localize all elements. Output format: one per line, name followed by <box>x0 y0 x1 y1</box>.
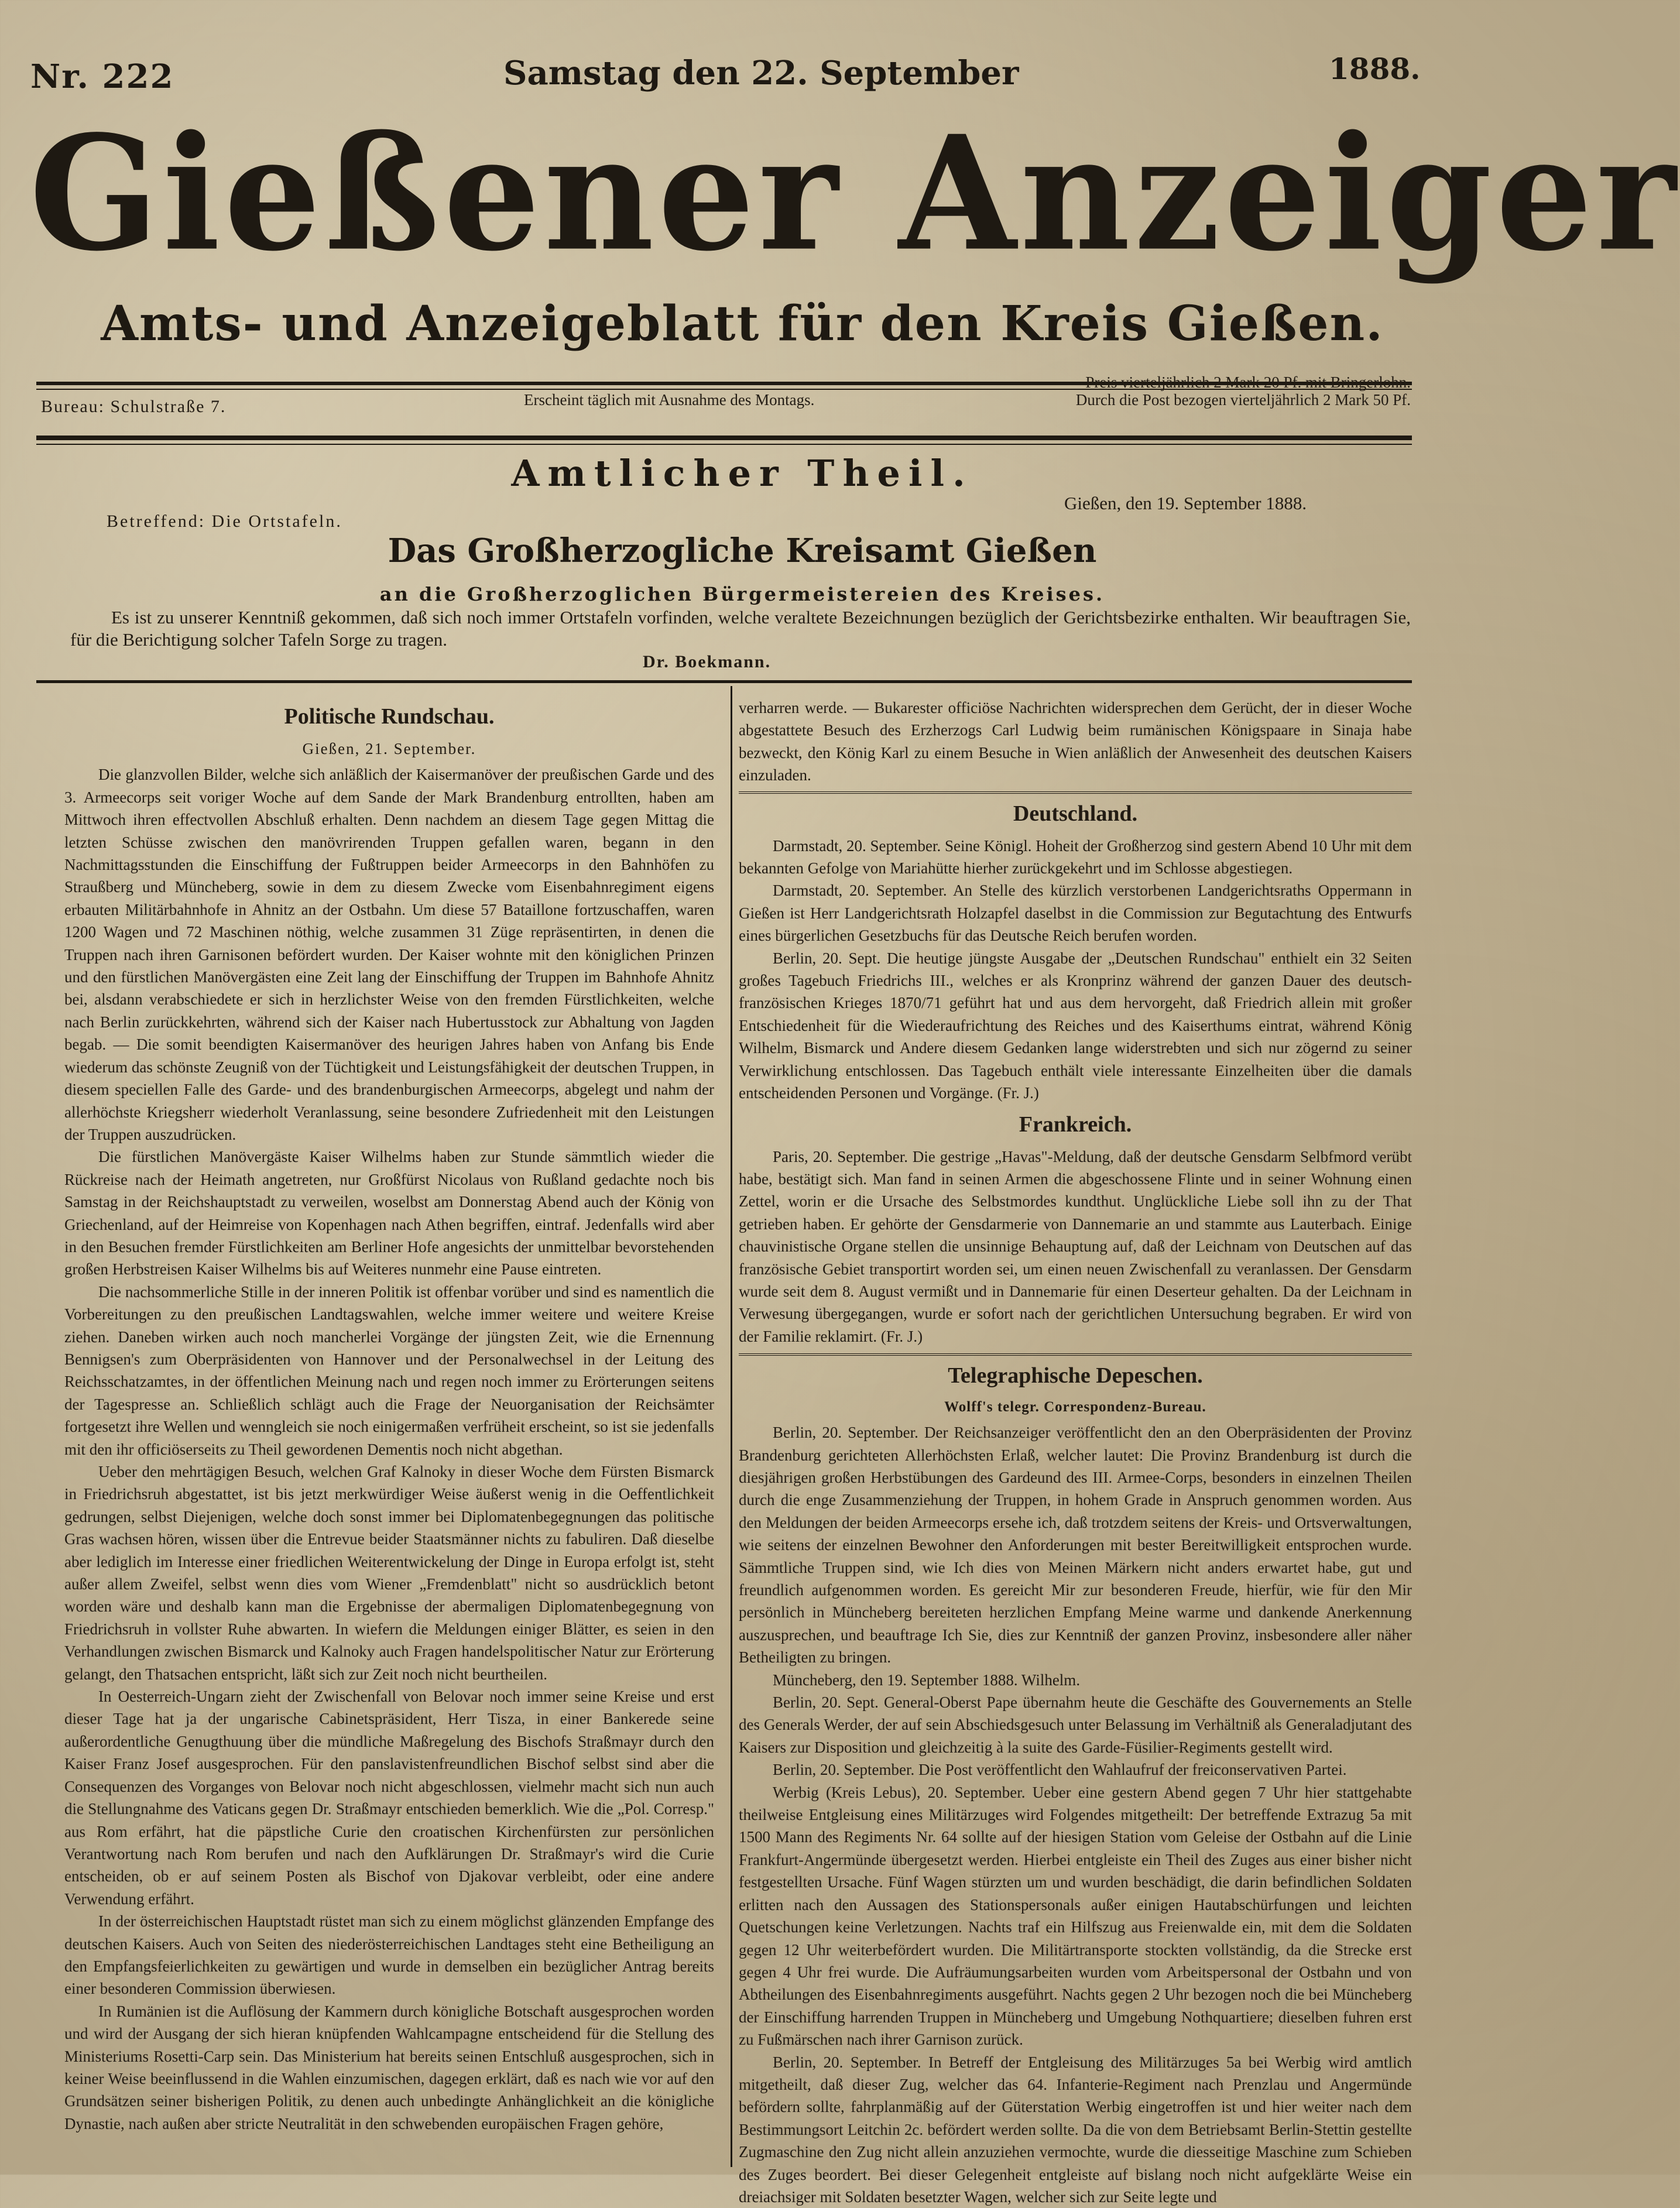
deutschland-paragraph: Berlin, 20. Sept. Die heutige jüngste Ausgabe der „Deutschen Rundschau" enthielt ein 32 Seiten großes Tagebuch Friedrichs III., welches er als Kronprinz während der ganzen Dauer des deutsch-französischen Krieges 1870/71 geführt hat und aus dem hervorgeht, daß Friedrich allein mit großer Entschiedenheit für die Wiederaufrichtung des Reiches und des Kaiserthums eintrat, während König Wilhelm, Bismarck und Andere diesem Gedanken lange widerstrebten und sich nur zögernd zu seiner Verwirklichung entschlossen. Das Tagebuch enthält viele interessante Einzelheiten über die damals entscheidenden Personen und Vorgänge. (Fr. J.) <box>739 949 1412 1102</box>
left-column <box>64 697 714 2169</box>
rundschau-paragraph: Die glanzvollen Bilder, welche sich anläßlich der Kaisermanöver der preußischen Garde und des 3. Armeecorps seit voriger Woche auf dem Sande der Mark Brandenburg entrollten, haben am Mittwoch ihren effectvollen Abschluß erhalten. Denn nachdem an diesem Tage gegen Mittag die letzten Schüsse zwischen den manövrirenden Truppen gefallen waren, begann in den Nachmittagsstunden die Einschiffung der Fußtruppen beider Armeecorps in den Bahnhöfen zu Straußberg und Müncheberg, sowie in dem zu diesem Zwecke vom Eisenbahnregiment eigens erbauten Militärbahnhofe in Ahnitz an der Ostbahn. Um diese 57 Bataillone fortzuschaffen, waren 1200 Wagen und 72 Maschinen nöthig, welche zusammen 31 Züge repräsentirten, in denen die Truppen nach ihren Garnisonen befördert wurden. Der Kaiser wohnte mit den königlichen Prinzen und den fürstlichen Manövergästen eine Zeit lang der Einschiffung der Truppen im Bahnhofe Ahnitz bei, alsdann verabschiedete er sich in herzlichster Weise von den fremden Fürstlichkeiten, welche nach Berlin zurückkehrten, während sich der Kaiser nach Hubertusstock zur Abhaltung von Jagden begab. — Die somit beendigten Kaisermanöver des heurigen Jahres haben von Anfang bis Ende wiederum das schönste Zeugniß von der Tüchtigkeit und Leistungsfähigkeit der deutschen Truppen, in diesem speciellen Falle des Garde- und des brandenburgischen Armeecorps, abgelegt und nahm der allerhöchste Kriegsherr wiederholt Veranlassung, seine besondere Zufriedenheit mit den Leistungen der Truppen auszudrücken. <box>64 766 714 1143</box>
newspaper-subtitle: Amts- und Anzeigeblatt für den Kreis Gießen. <box>101 296 1384 352</box>
telegraph-subheading: Wolff's telegr. Correspondenz-Bureau. <box>944 1399 1206 1415</box>
rundschau-paragraph: In Rumänien ist die Auflösung der Kammern durch königliche Botschaft ausgesprochen worden und wird der Ausgang der sich hieran knüpfenden Wahlcampagne entscheidend für die Stellung des Ministeriums Rosetti-Carp sein. Das Ministerium hat bereits seinen Entschluß ausgesprochen, sich in keiner Weise beeinflussend in die Wahlen einzumischen, dagegen erklärt, daß es nach wie vor auf den Grundsätzen seiner bisherigen Politik, zu denen auch unbedingte Anhänglichkeit an die königliche Dynastie, nach außen aber stricte Neutralität in den schwebenden europäischen Fragen gehöre, <box>64 2002 714 2132</box>
rundschau-paragraph: In Oesterreich-Ungarn zieht der Zwischenfall von Belovar noch immer seine Kreise und erst dieser Tage hat ja der ungarische Cabinetspräsident, Herr Tisza, in einer Bankerede seine außerordentliche Genugthuung über die mündliche Maßregelung des Bischofs Straßmayr durch den Kaiser Franz Josef ausgesprochen. Für den panslavistenfreundlichen Bischof selbst sind aber die Consequenzen des Vorganges von Belovar noch nicht abgeschlossen, vielmehr macht sich nun auch die Stellungnahme des Vaticans gegen Dr. Straßmayr entschieden bemerklich. Wie die „Pol. Corresp." aus Rom erfährt, hat die päpstliche Curie den croatischen Kirchenfürsten zur persönlichen Verantwortung nach Rom berufen und nach den Aufklärungen Dr. Straßmayr's wird die Curie entscheiden, ob er auf seinem Posten als Bischof von Djakovar verbleibt, oder eine andere Verwendung erfährt. <box>64 1688 714 1908</box>
rumania-continuation: verharren werde. — Bukarester officiöse Nachrichten widersprechen dem Gerücht, der in dieser Woche abgestattete Besuch des Erzherzogs Carl Ludwig beim rumänischen Königspaare in Sinaja habe bezweckt, den König Karl zu einem Besuche in Wien anläßlich der Anwesenheit des deutschen Kaisers einzuladen. <box>739 699 1412 784</box>
telegraph-paragraph: Berlin, 20. September. In Betreff der Entgleisung des Militärzuges 5a bei Werbig wird amtlich mitgetheilt, daß dieser Zug, welcher das 64. Infanterie-Regiment nach Prenzlau und Angermünde befördern sollte, fahrplanmäßig auf der Güterstation Werbig eingetroffen ist und hier weiter nach dem Bestimmungsort Leitchin 2c. befördert werden sollte. Da die von dem Betriebsamt Berlin-Stettin gestellte Zugmaschine den Zug nicht allein anzuziehen vermochte, wurde die diesseitige Maschine zum Schieben des Zuges beordert. Bei dieser Gelegenheit entgleiste auf bislang noch nicht aufgeklärte Weise ein dreiachsiger mit Soldaten besetzter Wagen, welcher sich zur Seite legte und <box>739 2053 1412 2206</box>
official-authority: Das Großherzogliche Kreisamt Gießen <box>388 532 1097 570</box>
column-divider <box>731 686 732 2167</box>
newspaper-title: Gießener Anzeiger <box>29 101 1680 286</box>
right-column <box>739 697 1412 2206</box>
rundschau-paragraph: In der österreichischen Hauptstadt rüstet man sich zu einem möglichst glänzenden Empfange des deutschen Kaisers. Auch von Seiten des niederösterreichischen Landtages steht eine Betheiligung an den Empfangsfeierlichkeiten zu gewärtigen und wurde in demselben ein bezüglicher Antrag bereits einer besonderen Commission überwiesen. <box>64 1912 714 1998</box>
politische-rundschau-heading: Politische Rundschau. <box>284 704 495 729</box>
info-bar-rule-thin <box>36 444 1412 445</box>
official-subject: Betreffend: Die Ortstafeln. <box>107 512 342 531</box>
rundschau-paragraph: Ueber den mehrtägigen Besuch, welchen Graf Kalnoky in dieser Woche dem Fürsten Bismarck in Friedrichsruh abgestattet, ist bis jetzt merkwürdiger Weise äußerst wenig in die Oeffentlichkeit gedrungen, selbst Diejenigen, welche doch sonst immer bei Diplomatenbegegnungen das politische Gras wachsen hören, wissen über die Entrevue beider Staatsmänner nichts zu fabuliren. Daß dieselbe aber lediglich im Interesse einer friedlichen Weiterentwickelung der Dinge in Europa erfolgt ist, steht außer allem Zweifel, selbst wenn dies vom Wiener „Fremdenblatt" nicht so ausdrücklich betont worden wäre und deshalb kann man die Ergebnisse der abermaligen Diplomatenbegegnung von Friedrichsruh in vollster Ruhe abwarten. In wiefern die Meldungen einiger Blätter, es seien in den Verhandlungen zwischen Bismarck und Kalnoky auch Fragen handelspolitischer Natur zur Erörterung gelangt, den Thatsachen entspricht, läßt sich zur Zeit noch nicht beurtheilen. <box>64 1463 714 1683</box>
official-place-date: Gießen, den 19. September 1888. <box>1064 493 1307 513</box>
telegraph-paragraph: Werbig (Kreis Lebus), 20. September. Ueber eine gestern Abend gegen 7 Uhr hier stattgehabte theilweise Entgleisung eines Militärzuges wird Folgendes mitgetheilt: Der betreffende Extrazug 5a mit 1500 Mann des Regiments Nr. 64 sollte auf der hiesigen Station vom Geleise der Ostbahn auf die Linie Frankfurt-Angermünde übergesetzt werden. Hierbei entgleiste ein Theil des Zuges aus einer bisher nicht festgestellten Ursache. Fünf Wagen stürzten um und wurden beschädigt, die darin befindlichen Soldaten erlitten nach den Aussagen des Stationspersonals außer einigen Hautabschürfungen und leichten Quetschungen keine Verletzungen. Nachts traf ein Hilfszug aus Freienwalde ein, mit dem die Soldaten gegen 12 Uhr weiterbefördert wurden. Die Militärtransporte stockten vollständig, da die Strecke erst gegen 4 Uhr frei wurde. Die Aufräumungsarbeiten wurden vom Arbeitspersonal der Ostbahn und von Abtheilungen des Eisenbahnregiments ausgeführt. Nachts gegen 2 Uhr bezogen noch die bei Müncheberg der Einschiffung harrenden Truppen in Müncheberg und Umgebung Nothquartiere; dieselben fuhren erst zu Fußmärschen nach ihrer Garnison zurück. <box>739 1783 1412 2049</box>
telegraph-paragraph: Berlin, 20. September. Der Reichsanzeiger veröffentlicht den an den Oberpräsidenten der Provinz Brandenburg gerichteten Allerhöchsten Erlaß, welcher lautet: Die Provinz Brandenburg ist durch die diesjährigen großen Herbstübungen des Gardeund des III. Armee-Corps, besonders in einzelnen Theilen durch die enge Zusammenziehung der Truppen, in hohem Grade in Anspruch genommen worden. Aus den Meldungen der beiden Armeecorps ersehe ich, daß trotzdem seitens der Kreis- und Ortsverwaltungen, wie seitens der einzelnen Bewohner den Anforderungen mit bester Bereitwilligkeit entsprochen wurde. Sämmtliche Truppen sind, wie Ich dies von Meinen Märkern nicht anders erwartet habe, gut und freundlich aufgenommen worden. Es gereicht Mir zur besonderen Freude, hierfür, wie für den Mir persönlich in Müncheberg bereiteten herzlichen Empfang Meine warme und dankende Anerkennung auszusprechen, und beauftrage Ich Sie, dies zur Kenntniß der ganzen Provinz, insbesondere aller näher Betheiligten zu bringen. <box>739 1424 1412 1667</box>
price-line-1: Preis vierteljährlich 2 Mark 20 Pf. mit Bringerlohn. <box>1085 373 1411 391</box>
deutschland-paragraph: Darmstadt, 20. September. Seine Königl. Hoheit der Großherzog sind gestern Abend 10 Uhr mit dem bekannten Gefolge von Mariahütte hierher zurückgekehrt und im Schlosse abgestiegen. <box>739 836 1412 877</box>
telegraph-paragraph: Berlin, 20. Sept. General-Oberst Pape übernahm heute die Geschäfte des Gouvernements an Stelle des Generals Werder, der auf sein Abschiedsgesuch unter Belassung im Verhältniß als Generaladjutant des Kaisers zur Disposition und gleichzeitig à la suite des Garde-Füsilier-Regiments gestellt wird. <box>739 1693 1412 1756</box>
issue-year: 1888. <box>1329 52 1421 86</box>
publication-schedule: Erscheint täglich mit Ausnahme des Montags. <box>524 391 815 409</box>
official-addressee: an die Großherzoglichen Bürgermeistereien des Kreises. <box>379 583 1105 605</box>
price-line-2: Durch die Post bezogen vierteljährlich 2 Mark 50 Pf. <box>1075 391 1411 409</box>
frankreich-heading: Frankreich. <box>1019 1112 1132 1137</box>
official-body: Es ist zu unserer Kenntniß gekommen, daß sich noch immer Ortstafeln vorfinden, welche veraltete Bezeichnungen bezüglich der Gerichtsbezirke enthalten. Wir beauftragen Sie, für die Berichtigung solcher Tafeln Sorge zu tragen. <box>70 607 1411 650</box>
rundschau-paragraph: Die nachsommerliche Stille in der inneren Politik ist offenbar vorüber und sind es namentlich die Vorbereitungen zu den preußischen Landtagswahlen, welche immer weitere und weitere Kreise ziehen. Daneben wirken auch noch mancherlei Vorgänge der jüngsten Zeit, wie die Ernennung Bennigsen's zum Oberpräsidenten von Hannover und der Personalwechsel in der Leitung des Reichsschatzamtes, in der öffentlichen Meinung nach und regen noch immer zu Erörterungen seitens der Tagespresse an. Schließlich schlägt auch die Frage der Neuorganisation der Reichsämter fortgesetzt ihre Wellen und wenngleich sie noch einigermaßen verfrüheit erscheint, so ist sie jedenfalls mit den ihr officiöserseits zu Theil gewordenen Dementis noch nicht abgethan. <box>64 1283 714 1458</box>
telegraph-heading: Telegraphische Depeschen. <box>948 1363 1203 1388</box>
frankreich-paragraph: Paris, 20. September. Die gestrige „Havas"-Meldung, daß der deutsche Gensdarm Selbfmord verübt habe, bestätigt sich. Man fand in seinen Armen die abgeschossene Flinte und in seiner Wohnung einen Zettel, worin er die Ursache des Selbstmordes kundthut. Unglückliche Liebe soll ihn zu der That getrieben haben. Er gehörte der Gensdarmerie von Dannemarie an und stammte aus Lauterbach. Einige chauvinistische Organe stellen die unsinnige Behauptung auf, daß der Leichnam von Deutschen auf das französische Gebiet transportirt worden sei, um einen neuen Zwischenfall zu veranlassen. Der Gensdarm wurde seit dem 8. August vermißt und in Dannemarie für einen Deserteur gehalten. Da der Leichnam in Verwesung übergegangen, wurde er sofort nach der gerichtlichen Untersuchung begraben. Er wird von der Familie reklamirt. (Fr. J.) <box>739 1147 1412 1345</box>
rundschau-dateline: Gießen, 21. September. <box>302 740 476 757</box>
issue-date: Samstag den 22. September <box>503 54 1019 92</box>
official-bottom-rule <box>36 680 1412 683</box>
official-signature: Dr. Boekmann. <box>643 652 772 671</box>
deutschland-paragraph: Darmstadt, 20. September. An Stelle des kürzlich verstorbenen Landgerichtsraths Oppermann in Gießen ist Herr Landgerichtsrath Holzapfel daselbst in die Commission zur Begutachtung des Entwurfs eines bürgerlichen Gesetzbuchs für das Deutsche Reich berufen worden. <box>739 882 1412 945</box>
info-bar-rule-thick <box>36 436 1412 440</box>
official-section-heading: Amtlicher Theil. <box>511 452 973 495</box>
bureau-address: Bureau: Schulstraße 7. <box>41 397 227 416</box>
deutschland-heading: Deutschland. <box>1013 801 1138 826</box>
issue-number: Nr. 222 <box>30 57 174 96</box>
section-rule <box>739 1353 1412 1356</box>
section-rule <box>739 791 1412 794</box>
telegraph-paragraph: Müncheberg, den 19. September 1888. Wilhelm. <box>773 1671 1081 1689</box>
telegraph-paragraph: Berlin, 20. September. Die Post veröffentlicht den Wahlaufruf der freiconservativen Partei. <box>773 1761 1347 1779</box>
rundschau-paragraph: Die fürstlichen Manövergäste Kaiser Wilhelms haben zur Stunde sämmtlich wieder die Rückreise nach der Heimath angetreten, nur Großfürst Nicolaus von Rußland gedachte noch bis Samstag in der Reichshauptstadt zu verweilen, woselbst am Donnerstag Abend auch der König von Griechenland, auf der Heimreise von Kopenhagen nach Athen begriffen, eintraf. Jedenfalls wird aber in den Besuchen fremder Fürstlichkeiten am Berliner Hofe angesichts der unmittelbar bevorstehenden großen Herbstreisen Kaiser Wilhelms bis auf Weiteres nunmehr eine Pause eintreten. <box>64 1148 714 1278</box>
